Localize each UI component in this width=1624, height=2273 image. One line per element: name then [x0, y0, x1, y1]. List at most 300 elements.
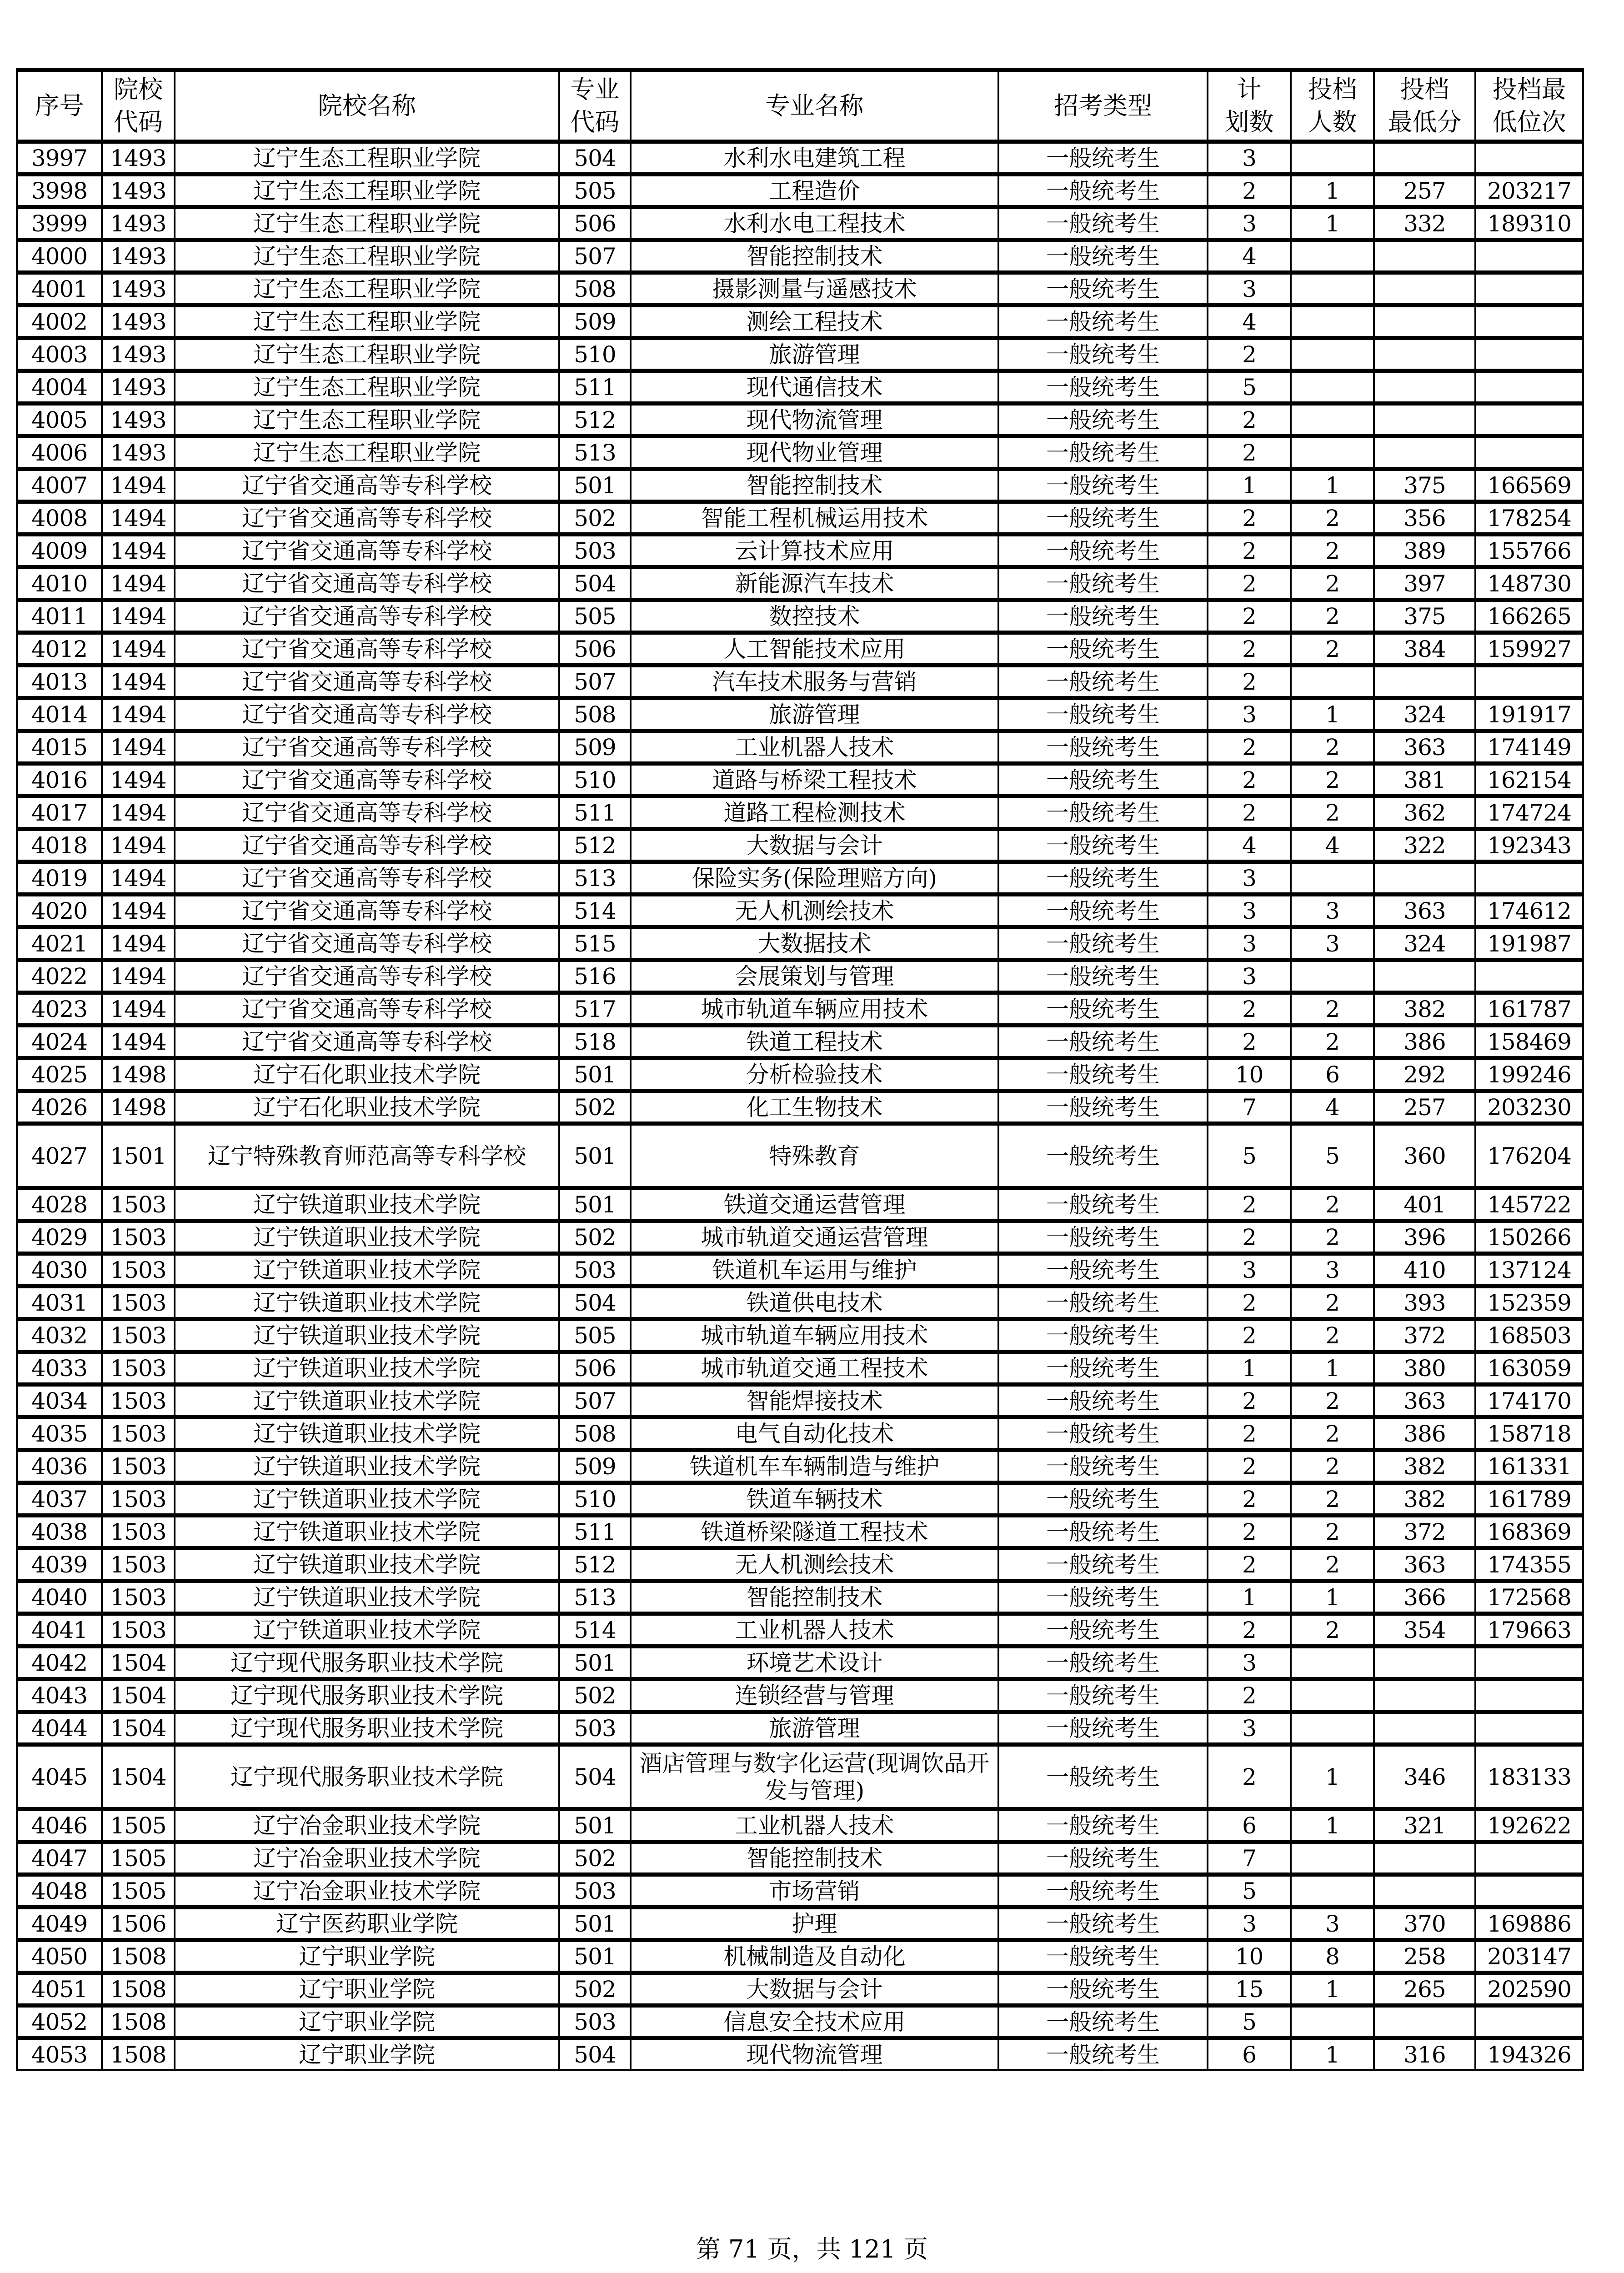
cell-index: 4023: [17, 993, 102, 1026]
table-row: [17, 829, 1583, 862]
cell-index: 4015: [17, 731, 102, 764]
cell-plan-count: 2: [1208, 796, 1291, 829]
cell-min-rank: 192343: [1475, 829, 1583, 862]
cell-plan-count: 10: [1208, 1940, 1291, 1973]
cell-min-rank: 150266: [1475, 1221, 1583, 1254]
cell-school-name: 辽宁石化职业技术学院: [175, 1091, 559, 1124]
cell-school-code: 1503: [102, 1352, 175, 1385]
cell-school-name: 辽宁铁道职业技术学院: [175, 1352, 559, 1385]
cell-school-name: 辽宁铁道职业技术学院: [175, 1287, 559, 1319]
table-row: [17, 2006, 1583, 2038]
cell-major-code: 510: [559, 1483, 631, 1516]
cell-major-name: 铁道交通运营管理: [631, 1188, 998, 1221]
cell-major-name: 电气自动化技术: [631, 1417, 998, 1450]
cell-min-rank: 161789: [1475, 1483, 1583, 1516]
cell-index: 4041: [17, 1614, 102, 1647]
header-col-min-score: [1374, 70, 1475, 142]
header-line: 投档: [1308, 75, 1357, 104]
table-row: [17, 1712, 1583, 1745]
header-line: 计: [1237, 75, 1262, 104]
cell-major-code: 509: [559, 305, 631, 338]
cell-major-name: 道路与桥梁工程技术: [631, 764, 998, 796]
cell-major-code: 501: [559, 1647, 631, 1679]
cell-plan-count: 2: [1208, 1026, 1291, 1058]
cell-exam-type: 一般统考生: [998, 1809, 1208, 1842]
cell-min-score: 370: [1374, 1908, 1475, 1940]
cell-admitted-count: 3: [1291, 927, 1374, 960]
cell-admitted-count: 2: [1291, 764, 1374, 796]
cell-exam-type: 一般统考生: [998, 731, 1208, 764]
table-row: [17, 764, 1583, 796]
cell-school-code: 1505: [102, 1809, 175, 1842]
header-col-index: [17, 70, 102, 142]
cell-major-name: 铁道桥梁隧道工程技术: [631, 1516, 998, 1548]
cell-index: 4044: [17, 1712, 102, 1745]
cell-plan-count: 15: [1208, 1973, 1291, 2006]
cell-index: 4002: [17, 305, 102, 338]
cell-plan-count: 2: [1208, 1188, 1291, 1221]
cell-min-rank: 174724: [1475, 796, 1583, 829]
cell-school-name: 辽宁省交通高等专科学校: [175, 502, 559, 535]
cell-major-name: 水利水电建筑工程: [631, 142, 998, 175]
header-line: 院校: [114, 75, 163, 104]
cell-school-name: 辽宁省交通高等专科学校: [175, 829, 559, 862]
cell-min-rank: 174355: [1475, 1548, 1583, 1581]
cell-min-rank: [1475, 1875, 1583, 1908]
cell-major-name: 汽车技术服务与营销: [631, 666, 998, 698]
cell-min-score: 324: [1374, 698, 1475, 731]
cell-admitted-count: 2: [1291, 1221, 1374, 1254]
cell-index: 4051: [17, 1973, 102, 2006]
cell-min-score: [1374, 1647, 1475, 1679]
cell-exam-type: 一般统考生: [998, 1254, 1208, 1287]
cell-min-score: 356: [1374, 502, 1475, 535]
cell-school-name: 辽宁生态工程职业学院: [175, 436, 559, 469]
cell-min-score: [1374, 1842, 1475, 1875]
cell-plan-count: 2: [1208, 535, 1291, 567]
cell-min-score: [1374, 1679, 1475, 1712]
cell-admitted-count: [1291, 142, 1374, 175]
cell-school-name: 辽宁省交通高等专科学校: [175, 535, 559, 567]
cell-school-name: 辽宁省交通高等专科学校: [175, 666, 559, 698]
cell-admitted-count: [1291, 404, 1374, 436]
cell-exam-type: 一般统考生: [998, 436, 1208, 469]
cell-exam-type: 一般统考生: [998, 305, 1208, 338]
cell-plan-count: 5: [1208, 2006, 1291, 2038]
cell-major-code: 513: [559, 862, 631, 895]
cell-index: 4009: [17, 535, 102, 567]
cell-exam-type: 一般统考生: [998, 1450, 1208, 1483]
table-row: [17, 1745, 1583, 1809]
cell-plan-count: 6: [1208, 1809, 1291, 1842]
cell-min-rank: [1475, 305, 1583, 338]
cell-min-score: 389: [1374, 535, 1475, 567]
table-row: [17, 1188, 1583, 1221]
cell-min-score: 410: [1374, 1254, 1475, 1287]
cell-school-name: 辽宁现代服务职业技术学院: [175, 1712, 559, 1745]
cell-index: 4050: [17, 1940, 102, 1973]
cell-admitted-count: 1: [1291, 1745, 1374, 1809]
header-line: 专业名称: [765, 91, 864, 120]
table-row: [17, 1254, 1583, 1287]
cell-index: 4045: [17, 1745, 102, 1809]
cell-exam-type: 一般统考生: [998, 1647, 1208, 1679]
cell-min-rank: 192622: [1475, 1809, 1583, 1842]
cell-min-rank: 179663: [1475, 1614, 1583, 1647]
cell-school-code: 1494: [102, 633, 175, 666]
cell-school-name: 辽宁现代服务职业技术学院: [175, 1679, 559, 1712]
header-line: 投档: [1400, 75, 1449, 104]
table-row: [17, 1842, 1583, 1875]
cell-min-score: 363: [1374, 1385, 1475, 1417]
cell-school-name: 辽宁省交通高等专科学校: [175, 960, 559, 993]
cell-admitted-count: [1291, 436, 1374, 469]
cell-admitted-count: 1: [1291, 175, 1374, 207]
cell-plan-count: 5: [1208, 371, 1291, 404]
header-line: 低位次: [1492, 108, 1566, 136]
cell-min-score: 386: [1374, 1026, 1475, 1058]
cell-min-score: 382: [1374, 993, 1475, 1026]
cell-plan-count: 2: [1208, 764, 1291, 796]
cell-major-name: 信息安全技术应用: [631, 2006, 998, 2038]
cell-plan-count: 2: [1208, 1385, 1291, 1417]
cell-major-code: 502: [559, 502, 631, 535]
cell-major-code: 508: [559, 273, 631, 305]
cell-school-code: 1503: [102, 1319, 175, 1352]
cell-admitted-count: [1291, 960, 1374, 993]
table-row: [17, 1450, 1583, 1483]
cell-plan-count: 2: [1208, 731, 1291, 764]
cell-exam-type: 一般统考生: [998, 1417, 1208, 1450]
cell-plan-count: 2: [1208, 1483, 1291, 1516]
cell-school-name: 辽宁冶金职业技术学院: [175, 1842, 559, 1875]
cell-exam-type: 一般统考生: [998, 371, 1208, 404]
cell-school-code: 1501: [102, 1124, 175, 1188]
cell-school-code: 1508: [102, 1973, 175, 2006]
cell-school-name: 辽宁省交通高等专科学校: [175, 600, 559, 633]
cell-plan-count: 2: [1208, 1516, 1291, 1548]
cell-index: 4003: [17, 338, 102, 371]
cell-min-score: 316: [1374, 2038, 1475, 2070]
cell-school-name: 辽宁铁道职业技术学院: [175, 1516, 559, 1548]
table-row: [17, 1319, 1583, 1352]
table-row: [17, 1058, 1583, 1091]
table-row: [17, 1614, 1583, 1647]
cell-plan-count: 3: [1208, 862, 1291, 895]
cell-school-code: 1504: [102, 1679, 175, 1712]
cell-school-name: 辽宁生态工程职业学院: [175, 371, 559, 404]
cell-major-code: 510: [559, 338, 631, 371]
cell-plan-count: 2: [1208, 1319, 1291, 1352]
header-line: 院校名称: [318, 91, 416, 120]
cell-admitted-count: 2: [1291, 535, 1374, 567]
cell-min-score: 363: [1374, 731, 1475, 764]
cell-major-code: 517: [559, 993, 631, 1026]
cell-admitted-count: 2: [1291, 567, 1374, 600]
cell-plan-count: 4: [1208, 240, 1291, 273]
cell-min-score: [1374, 862, 1475, 895]
cell-admitted-count: 2: [1291, 1287, 1374, 1319]
cell-admitted-count: 4: [1291, 1091, 1374, 1124]
cell-major-code: 501: [559, 1940, 631, 1973]
cell-plan-count: 2: [1208, 600, 1291, 633]
table-row: [17, 338, 1583, 371]
table-row: [17, 1875, 1583, 1908]
cell-major-code: 516: [559, 960, 631, 993]
cell-plan-count: 2: [1208, 993, 1291, 1026]
cell-index: 4028: [17, 1188, 102, 1221]
cell-school-name: 辽宁铁道职业技术学院: [175, 1450, 559, 1483]
cell-min-score: 375: [1374, 600, 1475, 633]
cell-school-name: 辽宁省交通高等专科学校: [175, 764, 559, 796]
cell-exam-type: 一般统考生: [998, 764, 1208, 796]
cell-exam-type: 一般统考生: [998, 927, 1208, 960]
cell-index: 4031: [17, 1287, 102, 1319]
cell-min-rank: 174149: [1475, 731, 1583, 764]
cell-index: 4037: [17, 1483, 102, 1516]
cell-admitted-count: 2: [1291, 600, 1374, 633]
cell-major-name: 云计算技术应用: [631, 535, 998, 567]
cell-school-code: 1493: [102, 305, 175, 338]
cell-exam-type: 一般统考生: [998, 1973, 1208, 2006]
cell-admitted-count: 3: [1291, 1254, 1374, 1287]
cell-school-name: 辽宁石化职业技术学院: [175, 1058, 559, 1091]
cell-min-score: [1374, 142, 1475, 175]
cell-plan-count: 2: [1208, 1614, 1291, 1647]
table-row: [17, 1548, 1583, 1581]
cell-min-score: 265: [1374, 1973, 1475, 2006]
cell-min-rank: 203217: [1475, 175, 1583, 207]
header-col-school-code: [102, 70, 175, 142]
cell-major-name: 铁道工程技术: [631, 1026, 998, 1058]
cell-min-score: 381: [1374, 764, 1475, 796]
cell-school-code: 1503: [102, 1483, 175, 1516]
cell-index: 4021: [17, 927, 102, 960]
cell-admitted-count: 2: [1291, 731, 1374, 764]
cell-index: 4034: [17, 1385, 102, 1417]
cell-min-rank: 162154: [1475, 764, 1583, 796]
cell-min-score: [1374, 436, 1475, 469]
cell-min-rank: 189310: [1475, 207, 1583, 240]
cell-school-code: 1503: [102, 1516, 175, 1548]
cell-plan-count: 2: [1208, 1221, 1291, 1254]
cell-school-code: 1508: [102, 2006, 175, 2038]
cell-plan-count: 3: [1208, 273, 1291, 305]
cell-index: 4007: [17, 469, 102, 502]
cell-school-code: 1494: [102, 796, 175, 829]
cell-major-name: 智能控制技术: [631, 240, 998, 273]
header-line: 划数: [1224, 108, 1274, 136]
cell-admitted-count: 1: [1291, 2038, 1374, 2070]
cell-min-score: 396: [1374, 1221, 1475, 1254]
cell-major-code: 512: [559, 829, 631, 862]
cell-school-name: 辽宁铁道职业技术学院: [175, 1221, 559, 1254]
cell-min-score: 372: [1374, 1319, 1475, 1352]
cell-exam-type: 一般统考生: [998, 1091, 1208, 1124]
table-row: [17, 960, 1583, 993]
cell-major-name: 现代通信技术: [631, 371, 998, 404]
cell-school-name: 辽宁省交通高等专科学校: [175, 633, 559, 666]
cell-exam-type: 一般统考生: [998, 1483, 1208, 1516]
cell-index: 4033: [17, 1352, 102, 1385]
cell-admitted-count: 5: [1291, 1124, 1374, 1188]
cell-index: 4046: [17, 1809, 102, 1842]
cell-min-score: 324: [1374, 927, 1475, 960]
cell-exam-type: 一般统考生: [998, 796, 1208, 829]
cell-major-code: 506: [559, 1352, 631, 1385]
cell-major-code: 501: [559, 1809, 631, 1842]
cell-exam-type: 一般统考生: [998, 1842, 1208, 1875]
cell-school-code: 1493: [102, 207, 175, 240]
cell-school-name: 辽宁生态工程职业学院: [175, 404, 559, 436]
cell-plan-count: 2: [1208, 502, 1291, 535]
cell-min-rank: [1475, 338, 1583, 371]
cell-index: 3997: [17, 142, 102, 175]
cell-school-name: 辽宁铁道职业技术学院: [175, 1188, 559, 1221]
cell-major-name: 城市轨道车辆应用技术: [631, 1319, 998, 1352]
cell-major-code: 505: [559, 1319, 631, 1352]
table-row: [17, 1809, 1583, 1842]
cell-school-name: 辽宁医药职业学院: [175, 1908, 559, 1940]
cell-min-rank: 178254: [1475, 502, 1583, 535]
cell-major-name: 现代物业管理: [631, 436, 998, 469]
cell-index: 4029: [17, 1221, 102, 1254]
cell-index: 4026: [17, 1091, 102, 1124]
cell-admitted-count: 2: [1291, 1450, 1374, 1483]
cell-school-code: 1493: [102, 273, 175, 305]
cell-major-name: 工业机器人技术: [631, 1809, 998, 1842]
cell-major-code: 502: [559, 1091, 631, 1124]
cell-index: 4053: [17, 2038, 102, 2070]
cell-major-code: 514: [559, 1614, 631, 1647]
cell-major-name: 保险实务(保险理赔方向): [631, 862, 998, 895]
header-col-major-code: [559, 70, 631, 142]
cell-min-rank: [1475, 1679, 1583, 1712]
cell-school-name: 辽宁生态工程职业学院: [175, 207, 559, 240]
cell-school-name: 辽宁生态工程职业学院: [175, 273, 559, 305]
cell-admitted-count: 1: [1291, 1973, 1374, 2006]
cell-school-name: 辽宁生态工程职业学院: [175, 338, 559, 371]
cell-exam-type: 一般统考生: [998, 1516, 1208, 1548]
cell-major-code: 502: [559, 1973, 631, 2006]
cell-exam-type: 一般统考生: [998, 1745, 1208, 1809]
cell-index: 4038: [17, 1516, 102, 1548]
cell-major-name: 铁道供电技术: [631, 1287, 998, 1319]
cell-school-code: 1494: [102, 666, 175, 698]
cell-exam-type: 一般统考生: [998, 1188, 1208, 1221]
cell-major-code: 504: [559, 142, 631, 175]
cell-exam-type: 一般统考生: [998, 1385, 1208, 1417]
cell-index: 4039: [17, 1548, 102, 1581]
cell-min-rank: [1475, 371, 1583, 404]
cell-min-rank: [1475, 142, 1583, 175]
cell-major-name: 测绘工程技术: [631, 305, 998, 338]
cell-school-code: 1494: [102, 535, 175, 567]
cell-exam-type: 一般统考生: [998, 895, 1208, 927]
header-line: 招考类型: [1054, 91, 1152, 120]
cell-min-rank: 183133: [1475, 1745, 1583, 1809]
cell-plan-count: 4: [1208, 305, 1291, 338]
cell-school-name: 辽宁现代服务职业技术学院: [175, 1745, 559, 1809]
cell-school-name: 辽宁铁道职业技术学院: [175, 1581, 559, 1614]
cell-min-score: 363: [1374, 895, 1475, 927]
cell-exam-type: 一般统考生: [998, 2038, 1208, 2070]
cell-major-name: 酒店管理与数字化运营(现调饮品开发与管理): [631, 1745, 998, 1809]
cell-major-code: 503: [559, 1712, 631, 1745]
cell-plan-count: 7: [1208, 1842, 1291, 1875]
cell-major-code: 501: [559, 1124, 631, 1188]
cell-school-code: 1494: [102, 829, 175, 862]
cell-index: 4025: [17, 1058, 102, 1091]
cell-min-rank: [1475, 240, 1583, 273]
cell-school-name: 辽宁省交通高等专科学校: [175, 927, 559, 960]
cell-min-score: 257: [1374, 175, 1475, 207]
cell-exam-type: 一般统考生: [998, 502, 1208, 535]
cell-min-rank: 168503: [1475, 1319, 1583, 1352]
cell-admitted-count: 1: [1291, 1352, 1374, 1385]
cell-min-rank: [1475, 1712, 1583, 1745]
cell-min-score: 292: [1374, 1058, 1475, 1091]
cell-school-code: 1508: [102, 1940, 175, 1973]
cell-school-code: 1494: [102, 960, 175, 993]
cell-school-code: 1505: [102, 1875, 175, 1908]
cell-index: 4013: [17, 666, 102, 698]
cell-plan-count: 3: [1208, 960, 1291, 993]
cell-admitted-count: [1291, 1647, 1374, 1679]
table-row: [17, 502, 1583, 535]
cell-major-name: 道路工程检测技术: [631, 796, 998, 829]
cell-plan-count: 10: [1208, 1058, 1291, 1091]
table-row: [17, 731, 1583, 764]
cell-admitted-count: 6: [1291, 1058, 1374, 1091]
cell-index: 4027: [17, 1124, 102, 1188]
cell-school-code: 1494: [102, 993, 175, 1026]
cell-school-code: 1503: [102, 1417, 175, 1450]
cell-major-name: 智能控制技术: [631, 1842, 998, 1875]
cell-plan-count: 2: [1208, 404, 1291, 436]
table-row: [17, 666, 1583, 698]
cell-school-code: 1494: [102, 927, 175, 960]
cell-admitted-count: 2: [1291, 502, 1374, 535]
cell-admitted-count: [1291, 1842, 1374, 1875]
table-row: [17, 1973, 1583, 2006]
cell-school-name: 辽宁省交通高等专科学校: [175, 698, 559, 731]
cell-exam-type: 一般统考生: [998, 829, 1208, 862]
cell-major-name: 智能焊接技术: [631, 1385, 998, 1417]
cell-school-code: 1494: [102, 502, 175, 535]
cell-major-name: 工业机器人技术: [631, 731, 998, 764]
cell-major-code: 512: [559, 404, 631, 436]
cell-plan-count: 5: [1208, 1124, 1291, 1188]
cell-admitted-count: 2: [1291, 1026, 1374, 1058]
cell-min-rank: 191917: [1475, 698, 1583, 731]
cell-school-code: 1503: [102, 1548, 175, 1581]
cell-index: 4022: [17, 960, 102, 993]
cell-exam-type: 一般统考生: [998, 1058, 1208, 1091]
cell-school-code: 1503: [102, 1287, 175, 1319]
cell-exam-type: 一般统考生: [998, 535, 1208, 567]
cell-plan-count: 2: [1208, 175, 1291, 207]
cell-min-rank: [1475, 404, 1583, 436]
cell-school-code: 1503: [102, 1581, 175, 1614]
cell-school-name: 辽宁生态工程职业学院: [175, 240, 559, 273]
cell-min-rank: [1475, 1647, 1583, 1679]
cell-school-code: 1494: [102, 469, 175, 502]
cell-index: 4008: [17, 502, 102, 535]
cell-exam-type: 一般统考生: [998, 698, 1208, 731]
cell-school-name: 辽宁省交通高等专科学校: [175, 731, 559, 764]
table-row: [17, 1417, 1583, 1450]
